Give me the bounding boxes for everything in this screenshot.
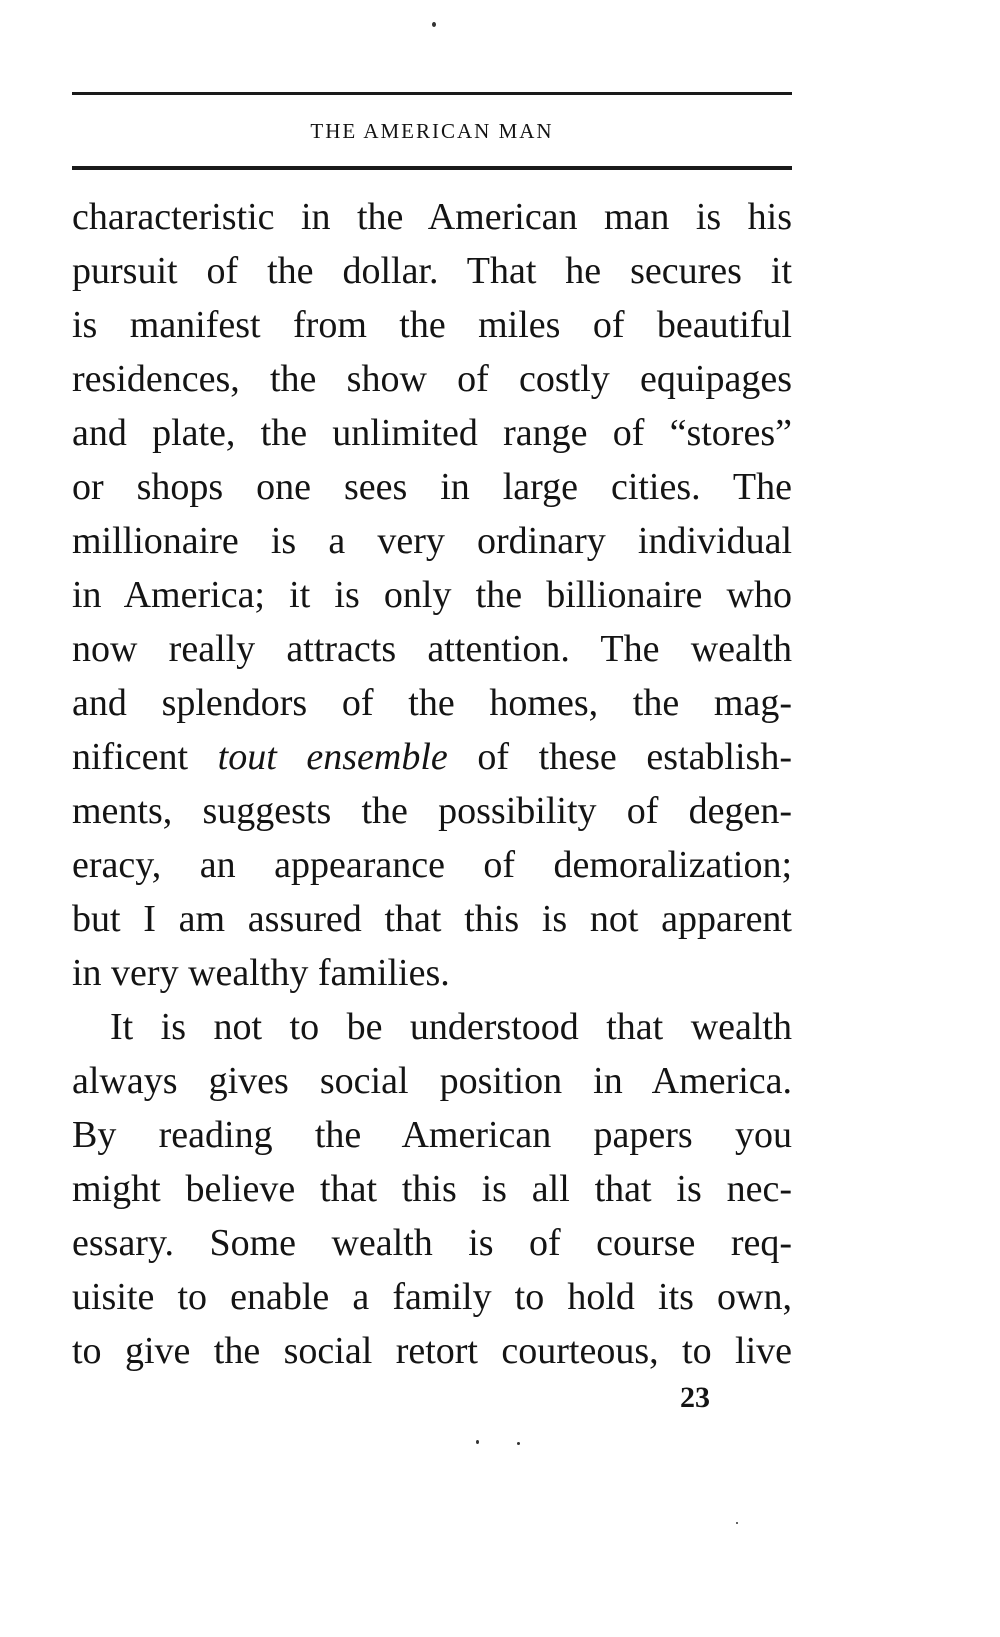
text-line: millionaire is a very ordinary individual	[72, 520, 792, 562]
text-line: might believe that this is all that is nec-	[72, 1168, 792, 1210]
ink-speck	[736, 1522, 738, 1524]
text-segment: nificent	[72, 736, 218, 778]
running-head: THE AMERICAN MAN	[310, 119, 554, 143]
header-rule-bottom	[72, 166, 792, 170]
text-line: characteristic in the American man is his	[72, 196, 792, 238]
text-line: to give the social retort courteous, to live	[72, 1330, 792, 1372]
text-line: By reading the American papers you	[72, 1114, 792, 1156]
text-line: in America; it is only the billionaire who	[72, 574, 792, 616]
text-line: now really attracts attention. The wealth	[72, 628, 792, 670]
text-line: always gives social position in America.	[72, 1060, 792, 1102]
text-line-with-italic	[72, 730, 792, 784]
text-line: pursuit of the dollar. That he secures it	[72, 250, 792, 292]
page-number: 23	[680, 1381, 710, 1414]
ink-speck-top	[432, 22, 436, 27]
ink-speck	[476, 1440, 479, 1444]
paragraph-first-line: It is not to be understood that wealth	[110, 1006, 792, 1048]
text-segment: of these establish-	[447, 736, 792, 778]
italic-phrase: tout ensemble	[217, 736, 448, 778]
text-line: residences, the show of costly equipages	[72, 358, 792, 400]
text-line: and splendors of the homes, the mag-	[72, 682, 792, 724]
text-line: but I am assured that this is not apparent	[72, 898, 792, 940]
header-rule-top	[72, 92, 792, 95]
paragraph-last-line: in very wealthy families.	[72, 952, 450, 994]
text-line: uisite to enable a family to hold its own,	[72, 1276, 792, 1318]
text-line: is manifest from the miles of beautiful	[72, 304, 792, 346]
text-line: essary. Some wealth is of course req-	[72, 1222, 792, 1264]
text-line: or shops one sees in large cities. The	[72, 466, 792, 508]
text-line: and plate, the unlimited range of “stores”	[72, 412, 792, 454]
body-text	[72, 190, 792, 1378]
text-line: eracy, an appearance of demoralization;	[72, 844, 792, 886]
ink-speck	[517, 1442, 520, 1445]
text-line: ments, suggests the possibility of degen-	[72, 790, 792, 832]
